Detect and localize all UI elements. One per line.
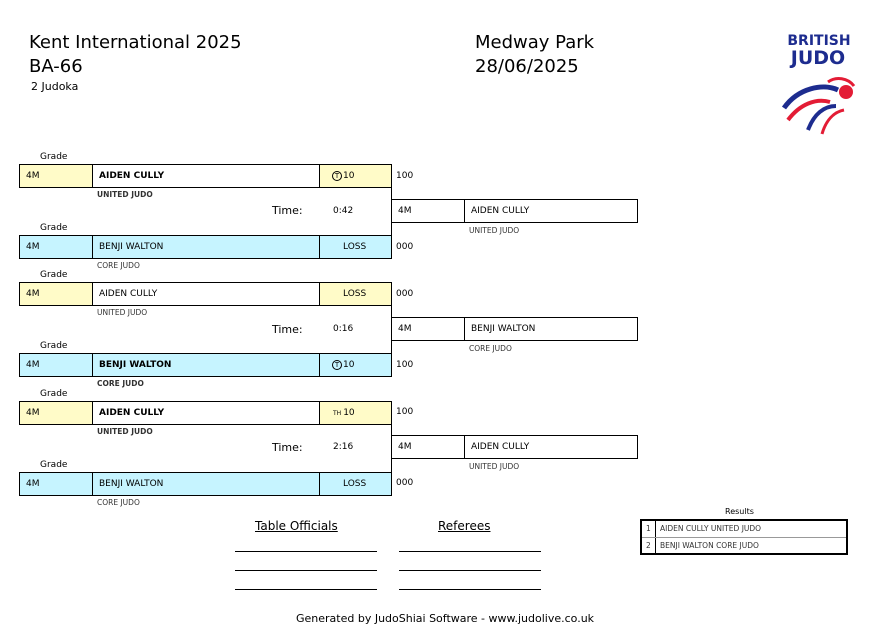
match-time: 0:42 xyxy=(333,206,354,216)
grade-cell: 4M xyxy=(20,473,92,495)
match-time: 2:16 xyxy=(333,442,354,452)
points: 000 xyxy=(396,478,414,488)
grade-cell: 4M xyxy=(20,402,92,424)
score-cell: T 10 xyxy=(320,354,391,376)
official-signature-line[interactable] xyxy=(235,589,377,590)
club-name: CORE JUDO xyxy=(97,498,140,507)
winner-club: CORE JUDO xyxy=(469,344,512,353)
competitor-name: AIDEN CULLY xyxy=(99,408,165,418)
score-cell: TH 10 xyxy=(320,402,391,424)
match-time: 0:16 xyxy=(333,324,354,334)
referee-signature-line[interactable] xyxy=(399,589,541,590)
event-date: 28/06/2025 xyxy=(475,56,579,77)
competitor-name: BENJI WALTON xyxy=(93,473,319,495)
ippon-icon: T xyxy=(332,360,342,370)
winner-name: BENJI WALTON xyxy=(471,324,536,334)
grade-label: Grade xyxy=(40,460,68,470)
results-heading: Results xyxy=(725,507,754,516)
official-signature-line[interactable] xyxy=(235,551,377,552)
winner-club: UNITED JUDO xyxy=(469,226,520,235)
category-title: BA-66 xyxy=(29,56,83,77)
results-table xyxy=(640,519,848,555)
grade-label: Grade xyxy=(40,152,68,162)
competitor-name: AIDEN CULLY xyxy=(99,171,165,181)
grade-label: Grade xyxy=(40,270,68,280)
match3-winner-box[interactable] xyxy=(391,435,638,459)
grade-cell: 4M xyxy=(20,236,92,258)
winner-name: AIDEN CULLY xyxy=(471,206,530,216)
tournament-title: Kent International 2025 xyxy=(29,32,242,53)
grade-label: Grade xyxy=(40,389,68,399)
grade-label: Grade xyxy=(40,341,68,351)
referee-signature-line[interactable] xyxy=(399,551,541,552)
referees-heading: Referees xyxy=(438,519,491,533)
venue: Medway Park xyxy=(475,32,595,53)
competitor-name: BENJI WALTON xyxy=(93,354,319,376)
match1-white-row[interactable] xyxy=(19,164,392,188)
referee-signature-line[interactable] xyxy=(399,570,541,571)
points: 100 xyxy=(396,407,414,417)
grade-cell: 4M xyxy=(398,206,412,216)
match2-blue-row[interactable] xyxy=(19,353,392,377)
club-name: CORE JUDO xyxy=(97,379,144,388)
match2-white-row[interactable] xyxy=(19,282,392,306)
match1-winner-box[interactable] xyxy=(391,199,638,223)
grade-label: Grade xyxy=(40,223,68,233)
competitor-name: AIDEN CULLY xyxy=(99,289,158,299)
time-label: Time: xyxy=(272,204,303,217)
time-label: Time: xyxy=(272,323,303,336)
match1-blue-row[interactable] xyxy=(19,235,392,259)
footer-credit: Generated by JudoShiai Software - www.judolive.co.uk xyxy=(296,612,595,625)
points: 100 xyxy=(396,360,414,370)
score-cell: T 10 xyxy=(320,165,391,187)
winner-club: UNITED JUDO xyxy=(469,462,520,471)
grade-cell: 4M xyxy=(398,324,412,334)
table-officials-heading: Table Officials xyxy=(255,519,338,533)
score-cell: LOSS xyxy=(320,236,391,258)
match3-blue-row[interactable] xyxy=(19,472,392,496)
results-row: 1 AIDEN CULLY UNITED JUDO xyxy=(646,524,762,533)
club-name: CORE JUDO xyxy=(97,261,140,270)
judoka-count: 2 Judoka xyxy=(31,80,79,93)
match2-winner-box[interactable] xyxy=(391,317,638,341)
grade-cell: 4M xyxy=(398,442,412,452)
british-judo-logo: BRITISH JUDO xyxy=(778,34,860,144)
grade-cell: 4M xyxy=(20,354,92,376)
points: 100 xyxy=(396,171,414,181)
points: 000 xyxy=(396,242,414,252)
ippon-icon: T xyxy=(332,171,342,181)
winner-name: AIDEN CULLY xyxy=(471,442,530,452)
club-name: UNITED JUDO xyxy=(97,190,153,199)
time-label: Time: xyxy=(272,441,303,454)
results-row: 2 BENJI WALTON CORE JUDO xyxy=(646,541,759,550)
club-name: UNITED JUDO xyxy=(97,308,148,317)
score-cell: LOSS xyxy=(320,473,391,495)
match3-white-row[interactable] xyxy=(19,401,392,425)
grade-cell: 4M xyxy=(20,283,92,305)
points: 000 xyxy=(396,289,414,299)
judoka-emblem-icon xyxy=(778,68,860,138)
official-signature-line[interactable] xyxy=(235,570,377,571)
grade-cell: 4M xyxy=(20,165,92,187)
club-name: UNITED JUDO xyxy=(97,427,153,436)
competitor-name: BENJI WALTON xyxy=(93,236,319,258)
score-cell: LOSS xyxy=(320,283,391,305)
